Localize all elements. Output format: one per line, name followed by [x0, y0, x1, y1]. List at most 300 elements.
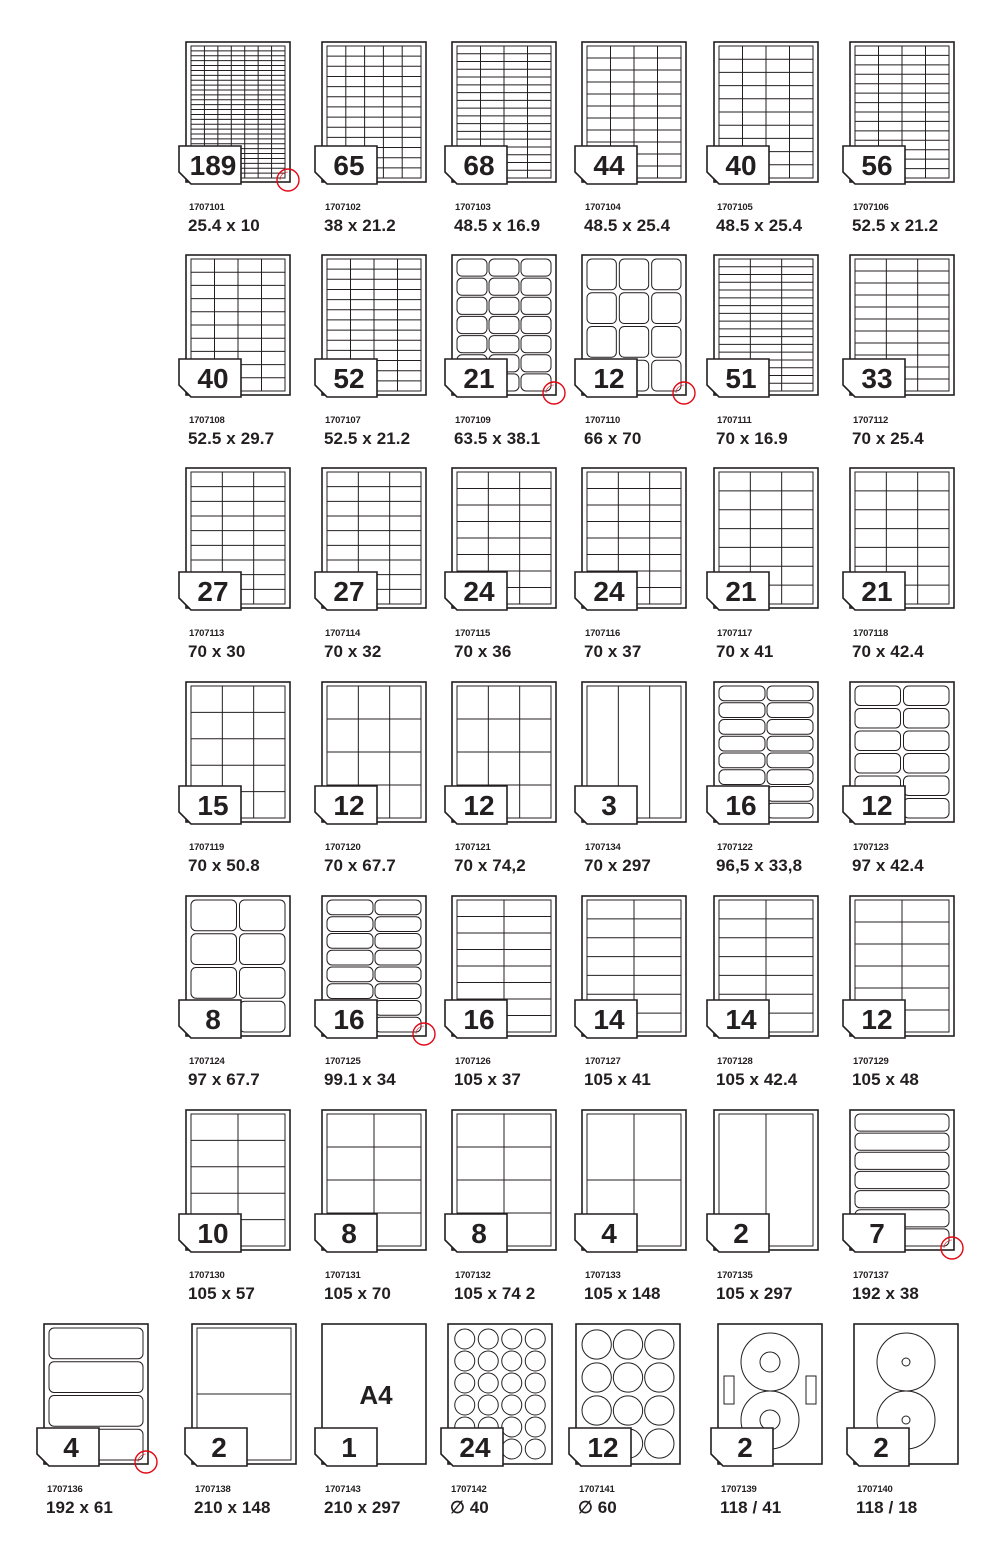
label-sheet-card	[578, 255, 718, 465]
label-cell	[375, 950, 421, 965]
label-cell	[904, 731, 950, 751]
sheet-diagram	[578, 468, 708, 626]
label-cell	[855, 1114, 949, 1131]
label-count: 2	[873, 1432, 889, 1463]
label-cell	[489, 259, 519, 276]
sheet-diagram	[714, 1324, 844, 1482]
label-size: 105 x 37	[454, 1070, 521, 1089]
label-size: 96,5 x 33,8	[716, 856, 803, 875]
label-cell	[489, 297, 519, 314]
sheet-diagram	[448, 682, 578, 840]
round-label	[502, 1439, 522, 1459]
article-number: 1707112	[853, 415, 889, 426]
label-count: 12	[861, 1004, 893, 1035]
article-number: 1707117	[717, 628, 753, 639]
sheet-diagram	[444, 1324, 574, 1482]
label-size: 70 x 36	[454, 642, 512, 661]
label-cell	[521, 259, 551, 276]
sheet-diagram	[318, 1110, 448, 1268]
label-size: 70 x 25.4	[852, 429, 924, 448]
label-sheet-card	[710, 255, 850, 465]
label-cell	[489, 278, 519, 295]
label-size: 192 x 61	[46, 1498, 113, 1517]
label-size: 70 x 67.7	[324, 856, 396, 875]
article-number: 1707105	[717, 202, 753, 213]
article-number: 1707137	[853, 1270, 889, 1281]
label-sheet-card	[188, 1324, 328, 1534]
label-sheet-card	[444, 1324, 584, 1534]
label-sheet-card	[846, 255, 986, 465]
article-number: 1707119	[189, 842, 225, 853]
round-label	[502, 1395, 522, 1415]
label-size: 52.5 x 21.2	[852, 216, 939, 235]
sheet-diagram	[850, 1324, 980, 1482]
label-cell	[719, 686, 765, 701]
article-number: 1707122	[717, 842, 753, 853]
label-size: 118 / 41	[720, 1498, 782, 1517]
sheet-diagram	[710, 1110, 840, 1268]
label-cell	[489, 336, 519, 353]
label-cell	[521, 278, 551, 295]
label-count: 8	[205, 1004, 221, 1035]
label-cell	[855, 686, 901, 706]
article-number: 1707108	[189, 415, 225, 426]
label-cell	[457, 336, 487, 353]
label-size: 105 x 42.4	[716, 1070, 798, 1089]
sheet-diagram	[710, 896, 840, 1054]
label-cell	[327, 984, 373, 999]
sheet-diagram	[448, 255, 578, 413]
article-number: 1707115	[455, 628, 491, 639]
sheet-diagram	[188, 1324, 318, 1482]
label-sheet-card	[40, 1324, 180, 1534]
sheet-diagram	[710, 255, 840, 413]
label-count: 56	[861, 150, 893, 181]
label-cell	[652, 327, 681, 358]
label-cell	[191, 968, 237, 999]
label-size: 66 x 70	[584, 429, 642, 448]
sheet-diagram	[182, 255, 312, 413]
label-count: 21	[725, 576, 757, 607]
label-cell	[240, 1001, 286, 1032]
label-sheet-card	[182, 42, 322, 252]
label-sheet-card	[318, 896, 458, 1106]
label-sheet-card	[578, 682, 718, 892]
label-cell	[904, 709, 950, 729]
label-cell	[767, 753, 813, 768]
sheet-diagram	[40, 1324, 170, 1482]
sheet-diagram	[318, 896, 448, 1054]
label-cell	[619, 259, 648, 290]
sheet-diagram	[318, 1324, 448, 1482]
sheet-diagram	[318, 682, 448, 840]
article-number: 1707118	[853, 628, 889, 639]
label-cell	[587, 259, 616, 290]
label-size: 38 x 21.2	[324, 216, 396, 235]
label-sheet-card	[318, 255, 458, 465]
label-sheet-card	[846, 468, 986, 678]
a4-format-text: A4	[359, 1380, 393, 1410]
label-cell	[855, 1133, 949, 1150]
label-count: 12	[587, 1432, 619, 1463]
round-label	[525, 1329, 545, 1349]
label-size: 70 x 41	[716, 642, 774, 661]
article-number: 1707113	[189, 628, 225, 639]
label-cell	[457, 278, 487, 295]
label-sheet-card	[710, 1110, 850, 1320]
sheet-diagram	[182, 896, 312, 1054]
label-size: 70 x 74,2	[454, 856, 526, 875]
sheet-diagram	[846, 255, 976, 413]
label-sheet-card	[448, 1110, 588, 1320]
label-sheet-card	[448, 42, 588, 252]
label-size: 52.5 x 21.2	[324, 429, 411, 448]
label-cell	[719, 703, 765, 718]
round-label	[478, 1329, 498, 1349]
sheet-diagram	[448, 896, 578, 1054]
label-cell	[652, 360, 681, 391]
label-sheet-card	[318, 1324, 458, 1534]
label-size: 99.1 x 34	[324, 1070, 396, 1089]
label-size: 105 x 41	[584, 1070, 651, 1089]
article-number: 1707128	[717, 1056, 753, 1067]
article-number: 1707106	[853, 202, 889, 213]
round-label	[455, 1373, 475, 1393]
article-number: 1707101	[189, 202, 225, 213]
label-cell	[587, 293, 616, 324]
label-cell	[904, 776, 950, 796]
article-number: 1707127	[585, 1056, 621, 1067]
cd-hole	[902, 1416, 910, 1424]
spine-label	[724, 1376, 734, 1404]
label-cell	[327, 934, 373, 949]
label-sheet-card	[714, 1324, 854, 1534]
label-sheet-card	[448, 682, 588, 892]
label-size: ∅ 40	[450, 1498, 489, 1517]
label-sheet-card	[448, 896, 588, 1106]
sheet-diagram	[318, 255, 448, 413]
sheet-diagram	[572, 1324, 702, 1482]
round-label	[478, 1351, 498, 1371]
round-label	[525, 1373, 545, 1393]
round-label	[455, 1329, 475, 1349]
label-count: 68	[463, 150, 495, 181]
label-cell	[855, 1171, 949, 1188]
label-sheet-card	[182, 468, 322, 678]
label-size: 70 x 42.4	[852, 642, 924, 661]
label-count: 8	[341, 1218, 357, 1249]
label-sheet-card	[448, 468, 588, 678]
label-sheet-card	[850, 1324, 990, 1534]
label-size: 48.5 x 25.4	[584, 216, 671, 235]
label-cell	[327, 967, 373, 982]
label-sheet-card	[182, 1110, 322, 1320]
sheet-diagram	[710, 682, 840, 840]
label-cell	[855, 754, 901, 774]
label-count: 40	[725, 150, 757, 181]
article-number: 1707121	[455, 842, 491, 853]
label-sheet-card	[846, 896, 986, 1106]
label-size: 210 x 297	[324, 1498, 401, 1517]
article-number: 1707110	[585, 415, 621, 426]
sheet-diagram	[318, 42, 448, 200]
label-sheet-card	[182, 896, 322, 1106]
label-cell	[767, 736, 813, 751]
label-sheet-card	[578, 896, 718, 1106]
label-cell	[240, 900, 286, 931]
label-count: 14	[725, 1004, 757, 1035]
label-count: 14	[593, 1004, 625, 1035]
label-sheet-card	[578, 42, 718, 252]
label-size: 48.5 x 25.4	[716, 216, 803, 235]
label-cell	[719, 770, 765, 785]
label-cell	[327, 950, 373, 965]
label-size: 105 x 70	[324, 1284, 391, 1303]
article-number: 1707104	[585, 202, 621, 213]
article-number: 1707129	[853, 1056, 889, 1067]
label-count: 16	[463, 1004, 495, 1035]
label-size: 70 x 50.8	[188, 856, 260, 875]
label-sheet-card	[710, 896, 850, 1106]
round-label	[613, 1396, 642, 1425]
label-count: 21	[463, 363, 495, 394]
label-cell	[521, 297, 551, 314]
label-cell	[375, 917, 421, 932]
cd-hole	[902, 1358, 910, 1366]
label-count: 27	[197, 576, 229, 607]
article-number: 1707103	[455, 202, 491, 213]
label-size: 48.5 x 16.9	[454, 216, 541, 235]
article-number: 1707123	[853, 842, 889, 853]
round-label	[455, 1351, 475, 1371]
article-number: 1707132	[455, 1270, 491, 1281]
label-size: 25.4 x 10	[188, 216, 260, 235]
label-cell	[619, 293, 648, 324]
label-count: 33	[861, 363, 893, 394]
label-cell	[587, 327, 616, 358]
label-cell	[489, 316, 519, 333]
label-size: 105 x 148	[584, 1284, 661, 1303]
label-cell	[49, 1396, 143, 1427]
label-sheet-card	[318, 682, 458, 892]
round-label	[525, 1351, 545, 1371]
article-number: 1707142	[451, 1484, 487, 1495]
round-label	[525, 1439, 545, 1459]
article-number: 1707107	[325, 415, 361, 426]
article-number: 1707120	[325, 842, 361, 853]
label-cell	[767, 720, 813, 735]
round-label	[478, 1395, 498, 1415]
article-number: 1707111	[717, 415, 752, 426]
label-sheet-card	[318, 42, 458, 252]
round-label	[645, 1330, 674, 1359]
label-sheet-card	[448, 255, 588, 465]
label-cell	[240, 968, 286, 999]
label-count: 12	[593, 363, 625, 394]
sheet-diagram	[182, 42, 312, 200]
round-label	[645, 1363, 674, 1392]
article-number: 1707139	[721, 1484, 757, 1495]
label-size: ∅ 60	[578, 1498, 617, 1517]
label-sheet-card	[572, 1324, 712, 1534]
label-cell	[375, 967, 421, 982]
label-count: 21	[861, 576, 893, 607]
sheet-diagram	[846, 42, 976, 200]
sheet-diagram	[846, 682, 976, 840]
label-size: 63.5 x 38.1	[454, 429, 541, 448]
label-cell	[191, 900, 237, 931]
label-count: 8	[471, 1218, 487, 1249]
round-label	[502, 1351, 522, 1371]
round-label	[502, 1417, 522, 1437]
label-sheet-card	[318, 1110, 458, 1320]
label-cell	[619, 327, 648, 358]
article-number: 1707102	[325, 202, 361, 213]
label-cell	[719, 720, 765, 735]
label-sheet-card	[846, 1110, 986, 1320]
label-size: 70 x 32	[324, 642, 382, 661]
sheet-diagram	[578, 42, 708, 200]
article-number: 1707125	[325, 1056, 361, 1067]
label-count: 2	[737, 1432, 753, 1463]
round-label	[525, 1417, 545, 1437]
label-size: 192 x 38	[852, 1284, 919, 1303]
label-count: 15	[197, 790, 229, 821]
label-size: 70 x 30	[188, 642, 246, 661]
label-cell	[521, 336, 551, 353]
label-size: 105 x 74 2	[454, 1284, 536, 1303]
label-sheet-card	[846, 42, 986, 252]
article-number: 1707143	[325, 1484, 361, 1495]
round-label	[525, 1395, 545, 1415]
label-count: 7	[869, 1218, 885, 1249]
round-label	[455, 1395, 475, 1415]
label-cell	[855, 731, 901, 751]
label-sheet-card	[578, 468, 718, 678]
article-number: 1707141	[579, 1484, 615, 1495]
article-number: 1707135	[717, 1270, 753, 1281]
article-number: 1707114	[325, 628, 361, 639]
label-cell	[855, 1152, 949, 1169]
label-count: 51	[725, 363, 757, 394]
sheet-diagram	[448, 1110, 578, 1268]
label-count: 24	[593, 576, 625, 607]
label-size: 210 x 148	[194, 1498, 271, 1517]
label-count: 1	[341, 1432, 357, 1463]
label-cell	[855, 709, 901, 729]
label-cell	[652, 293, 681, 324]
label-count: 2	[733, 1218, 749, 1249]
sheet-diagram	[846, 1110, 976, 1268]
label-count: 2	[211, 1432, 227, 1463]
label-count: 12	[463, 790, 495, 821]
label-size: 70 x 297	[584, 856, 651, 875]
round-label	[613, 1330, 642, 1359]
label-cell	[375, 900, 421, 915]
label-cell	[49, 1362, 143, 1393]
article-number: 1707124	[189, 1056, 225, 1067]
label-count: 24	[459, 1432, 491, 1463]
label-sheet-card	[710, 682, 850, 892]
label-size: 97 x 42.4	[852, 856, 924, 875]
label-size: 105 x 57	[188, 1284, 255, 1303]
sheet-diagram	[578, 896, 708, 1054]
sheet-diagram	[182, 1110, 312, 1268]
label-sheet-card	[710, 42, 850, 252]
spine-label	[806, 1376, 816, 1404]
sheet-diagram	[182, 468, 312, 626]
label-size: 52.5 x 29.7	[188, 429, 275, 448]
label-cell	[904, 686, 950, 706]
article-number: 1707131	[325, 1270, 361, 1281]
round-label	[582, 1330, 611, 1359]
round-label	[645, 1396, 674, 1425]
label-size: 118 / 18	[856, 1498, 918, 1517]
label-count: 24	[463, 576, 495, 607]
label-size: 97 x 67.7	[188, 1070, 260, 1089]
article-number: 1707138	[195, 1484, 231, 1495]
label-size: 105 x 48	[852, 1070, 919, 1089]
sheet-diagram	[578, 682, 708, 840]
label-count: 12	[861, 790, 893, 821]
label-count: 12	[333, 790, 365, 821]
round-label	[502, 1373, 522, 1393]
label-cell	[375, 1001, 421, 1016]
label-count: 44	[593, 150, 625, 181]
label-cell	[457, 316, 487, 333]
sheet-diagram	[710, 468, 840, 626]
label-cell	[767, 770, 813, 785]
label-sheet-card	[318, 468, 458, 678]
label-cell	[767, 803, 813, 818]
label-cell	[719, 753, 765, 768]
label-cell	[375, 934, 421, 949]
label-cell	[767, 787, 813, 802]
label-cell	[904, 754, 950, 774]
label-count: 189	[189, 150, 237, 181]
label-size: 70 x 37	[584, 642, 642, 661]
round-label	[582, 1363, 611, 1392]
label-count: 16	[725, 790, 757, 821]
article-number: 1707140	[857, 1484, 893, 1495]
sheet-diagram	[846, 896, 976, 1054]
label-cell	[521, 316, 551, 333]
label-cell	[375, 984, 421, 999]
label-count: 65	[333, 150, 365, 181]
label-cell	[521, 374, 551, 391]
sheet-diagram	[846, 468, 976, 626]
label-cell	[904, 799, 950, 819]
label-sheet-card	[846, 682, 986, 892]
sheet-diagram	[318, 468, 448, 626]
label-cell	[855, 1191, 949, 1208]
label-count: 4	[63, 1432, 79, 1463]
article-number: 1707126	[455, 1056, 491, 1067]
label-cell	[457, 297, 487, 314]
cd-hole	[760, 1352, 780, 1372]
label-sheet-card	[710, 468, 850, 678]
label-cell	[327, 900, 373, 915]
article-number: 1707116	[585, 628, 621, 639]
label-cell	[767, 686, 813, 701]
label-sheet-card	[182, 682, 322, 892]
cd-hole	[760, 1410, 780, 1430]
sheet-diagram	[182, 682, 312, 840]
label-cell	[240, 934, 286, 965]
label-count: 10	[197, 1218, 229, 1249]
article-number: 1707134	[585, 842, 621, 853]
label-count: 52	[333, 363, 365, 394]
